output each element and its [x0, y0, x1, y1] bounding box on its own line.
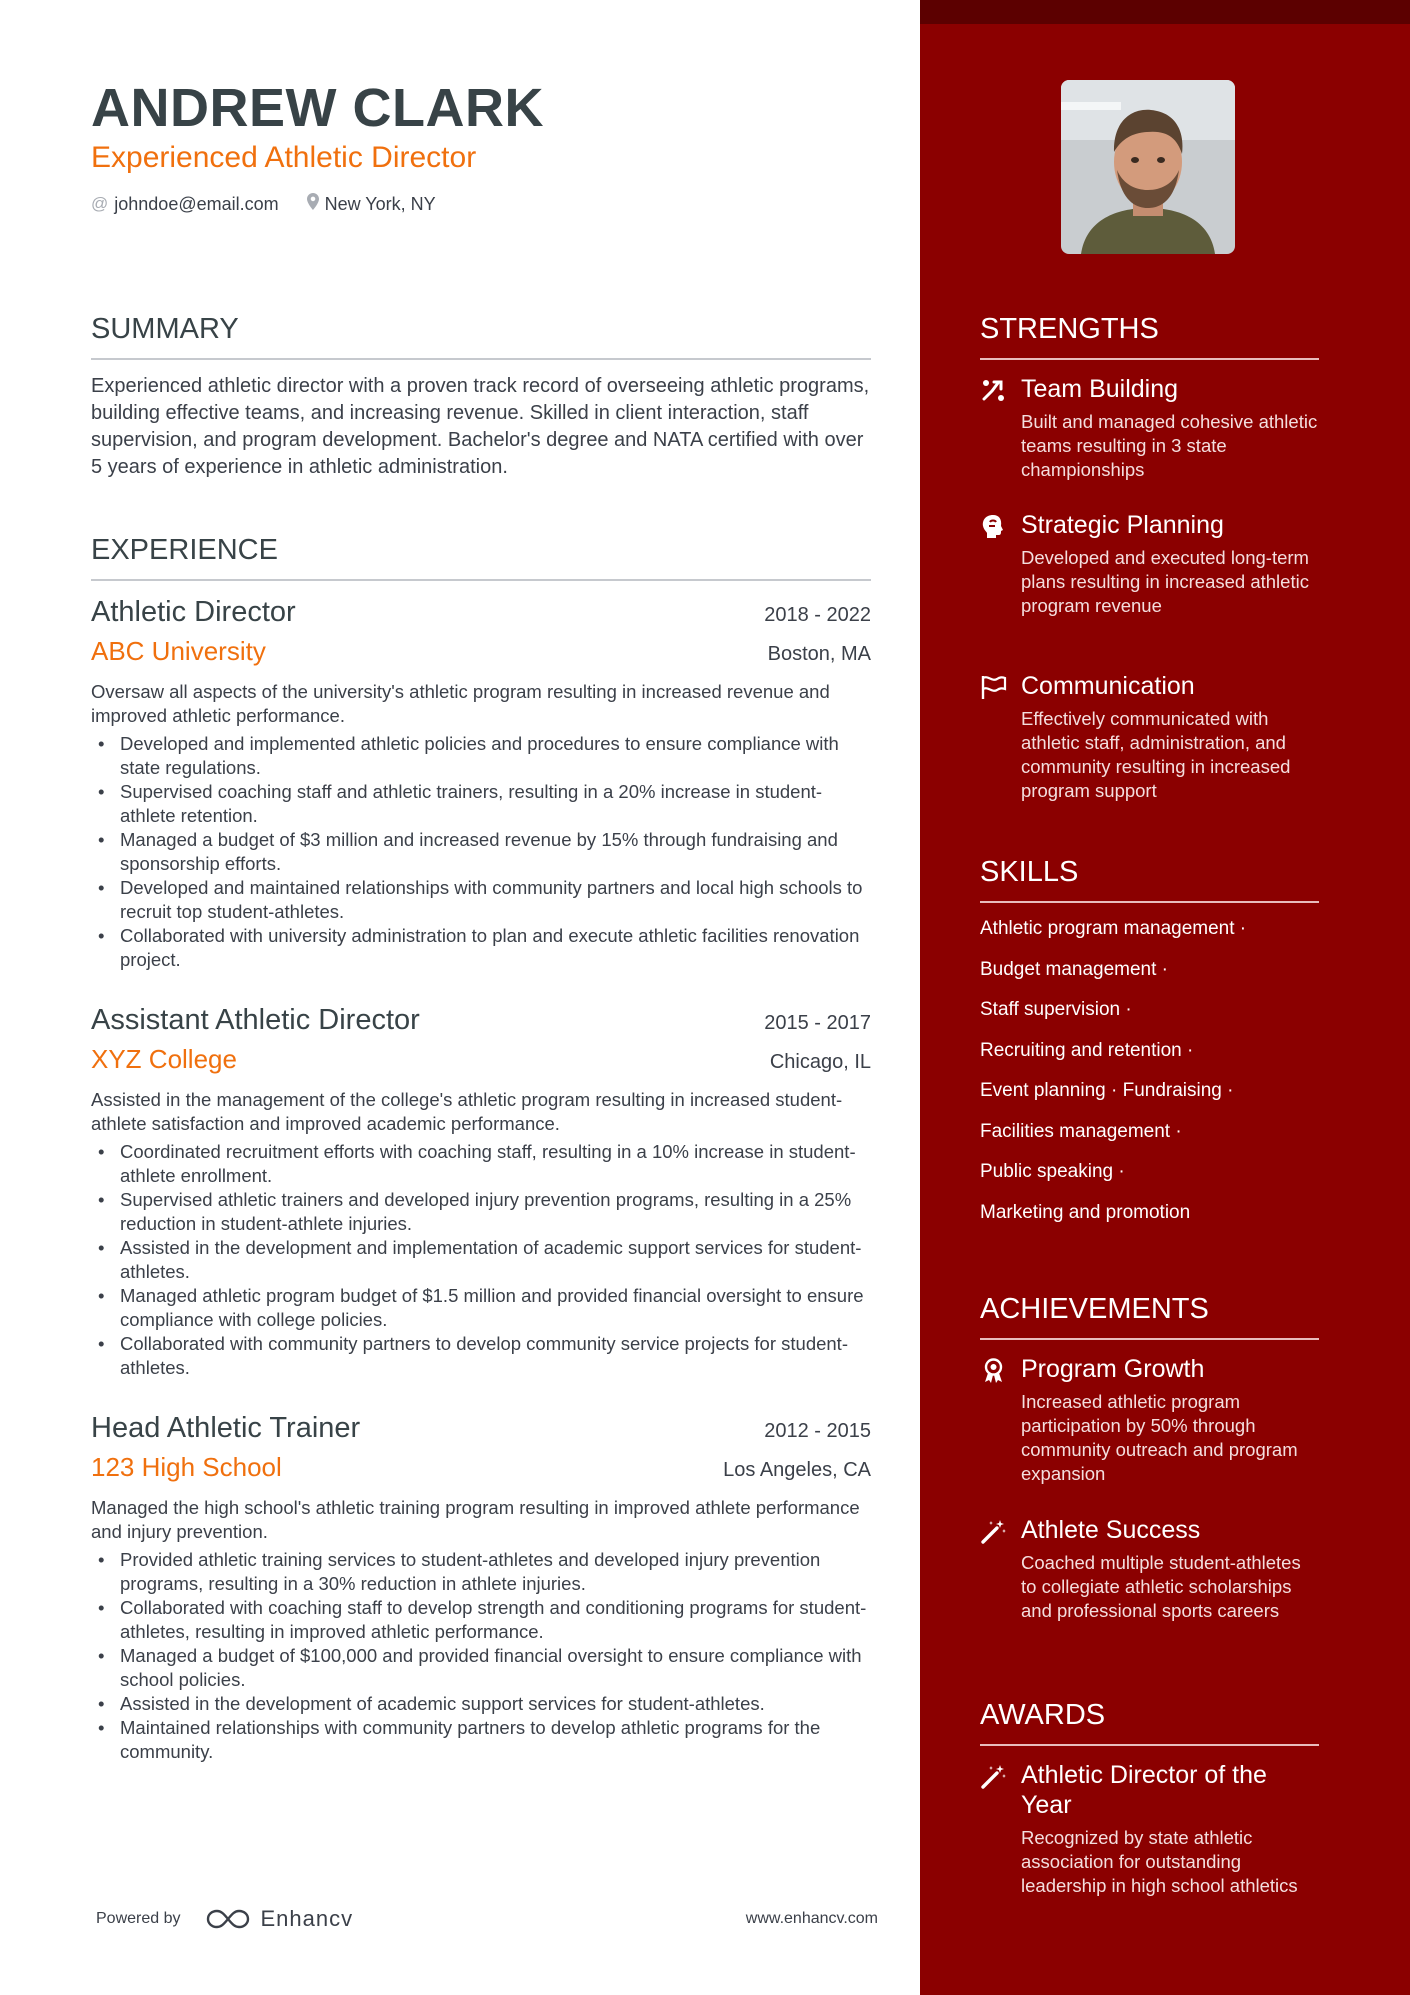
- list-item: • Managed a budget of $3 million and increased revenue by 15% through fundraising and sponsorship efforts.: [91, 828, 871, 876]
- job-dates: 2015 - 2017: [764, 1012, 871, 1034]
- strength-description: Effectively communicated with athletic staff, administration, and community resulting in increased program support: [1021, 708, 1291, 801]
- job-location: Chicago, IL: [769, 1051, 871, 1073]
- brain-icon: [980, 513, 1007, 540]
- skills-heading: SKILLS: [980, 855, 1319, 903]
- list-item: • Developed and maintained relationships with community partners and local high schools to recruit top student-athletes.: [91, 876, 871, 924]
- experience-entry: [91, 1002, 871, 1380]
- list-item: • Developed and implemented athletic policies and procedures to ensure compliance with state regulations.: [91, 732, 871, 780]
- list-item: • Assisted in the development of academic support services for student-athletes.: [91, 1692, 871, 1716]
- job-company: 123 High School: [91, 1452, 282, 1482]
- list-item: • Supervised athletic trainers and developed injury prevention programs, resulting in a 25% reduction in student-athlete injuries.: [91, 1188, 871, 1236]
- strength-description: Built and managed cohesive athletic teams resulting in 3 state championships: [1021, 411, 1318, 480]
- awards-heading: AWARDS: [980, 1698, 1319, 1746]
- achievement-title: Athlete Success: [1021, 1516, 1201, 1544]
- strength-title: Strategic Planning: [1021, 511, 1224, 539]
- strength-description: Developed and executed long-term plans resulting in increased athletic program revenue: [1021, 547, 1309, 616]
- location-pin-icon: [307, 193, 319, 215]
- enhancv-logo[interactable]: [205, 1906, 354, 1932]
- job-title: Assistant Athletic Director: [91, 1004, 420, 1036]
- location-item: [307, 193, 436, 215]
- job-description: Managed the high school's athletic training program resulting in improved athlete performance and injury prevention.: [91, 1497, 860, 1542]
- job-company: ABC University: [91, 636, 266, 666]
- job-location: Boston, MA: [767, 643, 871, 665]
- strength-item: [980, 510, 1320, 618]
- summary-heading: SUMMARY: [91, 312, 871, 360]
- profile-photo: [1061, 80, 1235, 254]
- job-bullets: [91, 1548, 871, 1764]
- skill-item: Budget management ·: [980, 959, 1169, 980]
- skill-item: Public speaking ·: [980, 1161, 1125, 1182]
- flag-icon: [980, 674, 1007, 701]
- list-item: • Managed a budget of $100,000 and provided financial oversight to ensure compliance with school policies.: [91, 1644, 871, 1692]
- skill-item: Marketing and promotion: [980, 1202, 1191, 1223]
- sidebar: [920, 0, 1410, 1995]
- strengths-heading: STRENGTHS: [980, 312, 1319, 360]
- powered-by-label: Powered by: [96, 1910, 181, 1927]
- job-company: XYZ College: [91, 1044, 237, 1074]
- achievements-heading: ACHIEVEMENTS: [980, 1292, 1319, 1340]
- list-item: • Collaborated with community partners to develop community service projects for student-athletes.: [91, 1332, 871, 1380]
- strength-item: [980, 374, 1320, 482]
- sidebar-top-bar: [920, 0, 1410, 24]
- email-item[interactable]: [91, 194, 279, 215]
- list-item: • Maintained relationships with community partners to develop athletic programs for the community.: [91, 1716, 871, 1764]
- job-dates: 2018 - 2022: [764, 604, 871, 626]
- achievement-description: Increased athletic program participation by 50% through community outreach and program expansion: [1021, 1391, 1298, 1484]
- achievement-item: [980, 1515, 1320, 1623]
- magic-wand-icon: [980, 1763, 1007, 1790]
- footer: [96, 1906, 878, 1932]
- list-item: • Supervised coaching staff and athletic trainers, resulting in a 20% increase in student-athlete retention.: [91, 780, 871, 828]
- achievement-description: Coached multiple student-athletes to collegiate athletic scholarships and professional sports careers: [1021, 1552, 1301, 1621]
- enhancv-logo-icon: [205, 1908, 251, 1930]
- list-item: • Managed athletic program budget of $1.5 million and provided financial oversight to ensure compliance with college policies.: [91, 1284, 871, 1332]
- job-bullets: [91, 732, 871, 972]
- team-icon: [980, 377, 1007, 404]
- candidate-name: ANDREW CLARK: [91, 78, 544, 138]
- skill-item: Staff supervision ·: [980, 999, 1132, 1020]
- job-bullets: [91, 1140, 871, 1380]
- award-description: Recognized by state athletic association for outstanding leadership in high school athletics: [1021, 1827, 1298, 1896]
- job-description: Oversaw all aspects of the university's athletic program resulting in increased revenue and improved athletic performance.: [91, 681, 830, 726]
- skill-item: Facilities management ·: [980, 1121, 1182, 1142]
- medal-icon: [980, 1357, 1007, 1384]
- skill-item: Recruiting and retention ·: [980, 1040, 1194, 1061]
- experience-entry: [91, 1410, 871, 1764]
- achievement-title: Program Growth: [1021, 1355, 1205, 1383]
- at-icon: @: [91, 194, 109, 213]
- award-title: Athletic Director of the Year: [1021, 1761, 1267, 1819]
- summary-text: Experienced athletic director with a proven track record of overseeing athletic programs, building effective teams, and increasing revenue. Skilled in client interaction, staff supervision, and program development. Bachelor's degree and NATA certified with over 5 years of experience in athletic administration.: [91, 375, 870, 478]
- email-text: johndoe@email.com: [114, 193, 279, 214]
- award-item: [980, 1760, 1320, 1898]
- candidate-title: Experienced Athletic Director: [91, 141, 477, 174]
- achievement-item: [980, 1354, 1320, 1486]
- footer-url[interactable]: www.enhancv.com: [745, 1910, 878, 1927]
- strength-title: Team Building: [1021, 375, 1179, 403]
- location-text: New York, NY: [324, 193, 436, 214]
- list-item: • Assisted in the development and implementation of academic support services for student-athletes.: [91, 1236, 871, 1284]
- skill-item: Athletic program management ·: [980, 918, 1247, 939]
- experience-entry: [91, 594, 871, 972]
- list-item: • Collaborated with university administration to plan and execute athletic facilities renovation project.: [91, 924, 871, 972]
- job-location: Los Angeles, CA: [723, 1459, 871, 1481]
- strength-item: [980, 671, 1320, 803]
- skill-item: Event planning · Fundraising ·: [980, 1080, 1234, 1101]
- experience-heading: EXPERIENCE: [91, 533, 871, 581]
- list-item: • Provided athletic training services to student-athletes and developed injury prevention programs, resulting in a 30% reduction in athlete injuries.: [91, 1548, 871, 1596]
- job-title: Head Athletic Trainer: [91, 1412, 361, 1444]
- list-item: • Collaborated with coaching staff to develop strength and conditioning programs for student-athletes, resulting in improved athletic performance.: [91, 1596, 871, 1644]
- job-title: Athletic Director: [91, 596, 296, 628]
- list-item: • Coordinated recruitment efforts with coaching staff, resulting in a 10% increase in student-athlete enrollment.: [91, 1140, 871, 1188]
- job-dates: 2012 - 2015: [764, 1420, 871, 1442]
- enhancv-logo-text: Enhancv: [260, 1906, 354, 1931]
- magic-wand-icon: [980, 1518, 1007, 1545]
- contact-info: [91, 193, 436, 215]
- job-description: Assisted in the management of the college's athletic program resulting in increased student-athlete satisfaction and improved academic performance.: [91, 1089, 843, 1134]
- strength-title: Communication: [1021, 672, 1195, 700]
